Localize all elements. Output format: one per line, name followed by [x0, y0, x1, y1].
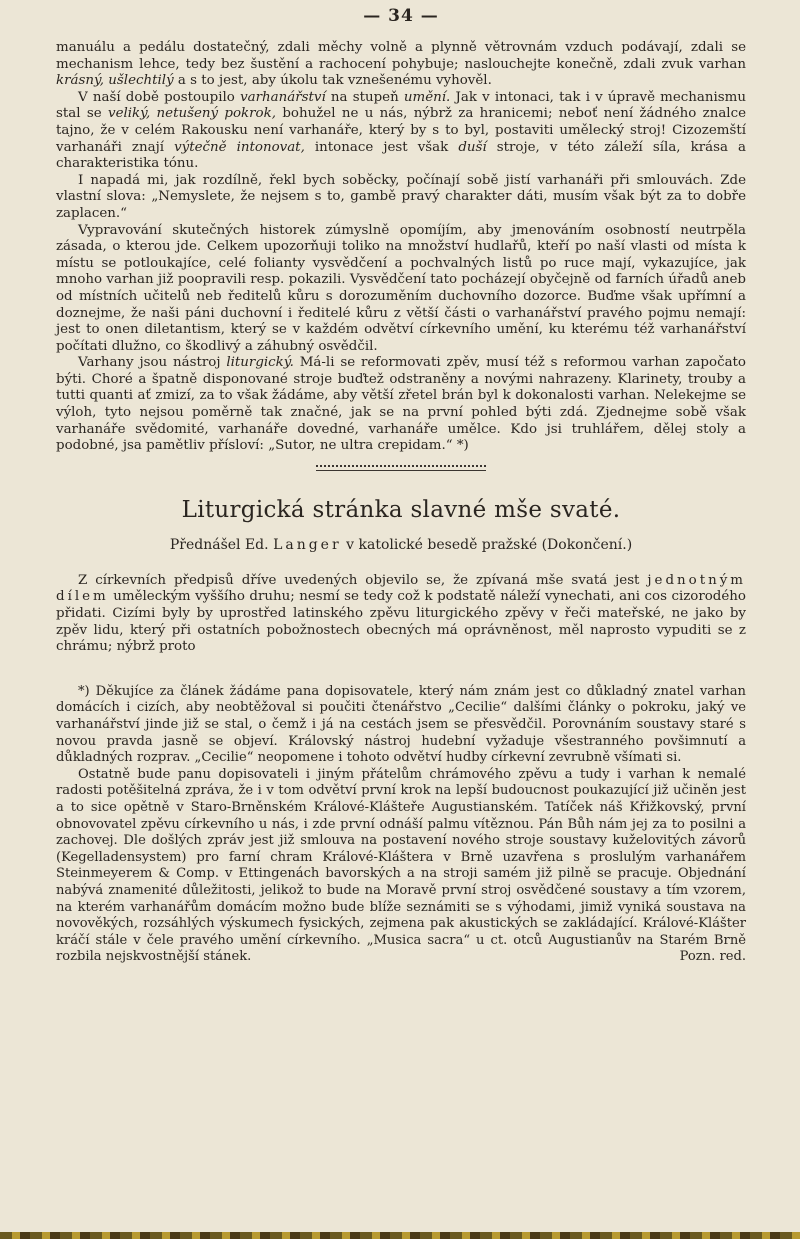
page-edge [0, 1232, 800, 1239]
author-name: Langer [273, 536, 342, 553]
text: Jak v intonaci, tak i v úpravě mechanismu stal se [56, 89, 747, 122]
footnote-paragraph [56, 767, 746, 966]
article-title: Liturgická stránka slavné mše svaté. [181, 496, 621, 523]
paragraph [56, 90, 746, 173]
emphasis: výtečně intonovat, [174, 139, 305, 155]
footnote [56, 684, 746, 966]
paragraph [56, 40, 746, 90]
footnote-paragraph: *) Děkujíce za článek žádáme pana dopisovatele, který nám znám jest co důkladný znatel varhan domácích i cizích, aby neobtěžoval si poučiti čtenářstvo „Cecilie“ dalšími články o pokroku, jaký ve varhanářství jinde již se stal, o čemž i já na cestách jsem se přesvědčil. Porovnáním soustavy staré s novou pravda jasně se objeví. Královský nástroj hudební vyžaduje všestranného povšimnutí a důkladných rozprav. „Cecilie“ neopomene i tohoto odvětví hudby církevní zevrubně všímati si. [56, 683, 746, 766]
article-byline [56, 537, 746, 553]
text: intonace jest však [314, 139, 449, 155]
emphasis: veliký, netušený pokrok, [108, 106, 276, 122]
paragraph: I napadá mi, jak rozdílně, řekl bych soběcky, počínají sobě jistí varhanáři při smlouvách. Zde vlastní slova: „Nemyslete, že nejsem s to, gambě pravý charakter dáti, musím však být za to dobře zaplacen.“ [56, 172, 746, 221]
text: V naší době postoupilo [78, 89, 235, 105]
paragraph: Vypravování skutečných historek zúmyslně opomíjím, aby jmenováním osobností neutrpěla zásada, o kterou jde. Celkem upozorňuji toliko na množství hudlařů, kteří po naší vlasti od místa k místu se potloukajíce, celé folianty vysvědčení a pochvalných listů po ruce mají, vykazujíce, jak mnoho varhan již poopravili resp. pokazili. Vysvědčení tato pocházejí obyčejně od farních úřadů aneb od místních učitelů neb ředitelů kůru s dorozuměním duchovního dozorce. Buďme však upřímní a doznejme, že naši páni duchovní i ředitelé kůru z větší části o varhanářství pravého pojmu nemají: jest to onen diletantism, který se v každém odvětví církevního umění, ku kterému též varhanářství počítati dlužno, co škodlivý a záhubný osvědčil. [56, 222, 746, 354]
text: Z církevních předpisů dříve uvedených objevilo se, že zpívaná mše svatá jest [78, 572, 640, 588]
emphasis: krásný, ušlechtilý [56, 73, 174, 89]
text: manuálu a pedálu dostatečný, zdali měchy volně a plynně větrovnám vzduch podávají, zdali se mechanism lehce, tedy bez šustění a rachocení pohybuje; naslouchejte konečně, zdali zvuk varhan [56, 40, 746, 72]
emphasis: duší [458, 139, 487, 155]
spaced-emphasis: jednotným dílem [56, 572, 746, 605]
text: Má-li se reformovati zpěv, musí též s reformou varhan započato býti. Choré a špatně disponované stroje buďtež odstraněny a novými nahrazeny. Klarinety, trouby a tutti quanti ať zmizí, za to však žádáme, aby větší zřetel brán byl k dokonalosti varhan. Nelekejme se výloh, tyto nejsou poměrně tak značné, jak se na první pohled býti zdá. Zjednejme sobě však varhanáře svědomité, varhanáře dovedné, varhanáře umělce. Kdo jsi truhlářem, dělej stoly a podobné, jsa pamětliv přísloví: „Sutor, ne ultra crepidam.“ *) [56, 355, 746, 454]
byline-text: v katolické besedě pražské (Dokončení.) [346, 536, 633, 553]
text: stroje, v této záleží síla, krása a charakteristika tónu. [56, 139, 747, 172]
emphasis: varhanářství [240, 89, 326, 105]
emphasis: umění. [403, 89, 451, 105]
section-divider [316, 465, 486, 471]
text: bohužel ne u nás, nýbrž za hranicemi; neboť není žádného znalce tajno, že v celém Rakousku není varhanáře, který by s to byl, postaviti umělecký stroj! Cizozemští varhanáři znají [56, 106, 747, 155]
text: Varhany jsou nástroj [78, 355, 221, 371]
text: uměleckým vyššího druhu; nesmí se tedy což k podstatě náleží vynechati, ani cos cizorodého přidati. Cizími byly by uprostřed latinského zpěvu liturgického zpěvy v řeči mateřské, ne jako by zpěv lidu, který při ostatních pobožnostech obecných má oprávněnost, měl naprosto vypuditi se z chrámu; nýbrž proto [56, 589, 746, 655]
paragraph [56, 573, 746, 656]
byline-text: Přednášel Ed. [169, 536, 269, 553]
page-number: — 34 — [363, 6, 439, 26]
emphasis: liturgický. [226, 355, 294, 371]
text: a s to jest, aby úkolu tak vznešenému vyhověl. [177, 73, 492, 89]
editor-note-signature: Pozn. red. [679, 949, 746, 965]
text: na stupeň [330, 89, 399, 105]
paragraph [56, 355, 746, 455]
text: Ostatně bude panu dopisovateli i jiným přátelům chrámového zpěvu a tudy i varhan k nemalé radosti potěšitelná zpráva, že i v tom odvětví první krok na lepší budoucnost poukazující již učiněn jest a to sice opětně v Staro-Brněnském Králové-Klášteře Augustianském. Tatíček náš Křižkovský, první obnovovatel zpěvu církevního u nás, i zde první odnáší palmu vítěznou. Pán Bůh nám jej za to posilni a zachovej. Dle došlých zpráv jest již smlouva na postavení nového stroje soustavy kuželovitých závorů (Kegelladensystem) pro farní chram Králové-Klášterа v Brně uzavřena s proslulým varhanářem Steinmeyerem & Comp. v Ettingenách bavorských a na stroji samém již pilně se pracuje. Objednání nabývá znamenité důležitosti, jelikož to bude na Moravě první stroj osvědčené soustavy a tím vzorem, na kterém varhanářům domácím možno bude blíže seznámiti se s výhodami, jimiž vyniká soustava na novověkých, rozsáhlých výskumech fysických, zejmena pak akustických se zakládající. Králové-Klášter kráčí stále v čele pravého umění církevního. „Musica sacra“ u ct. otců Augustianův na Starém Brně rozbila nejskvostnější stánek. [56, 766, 746, 965]
